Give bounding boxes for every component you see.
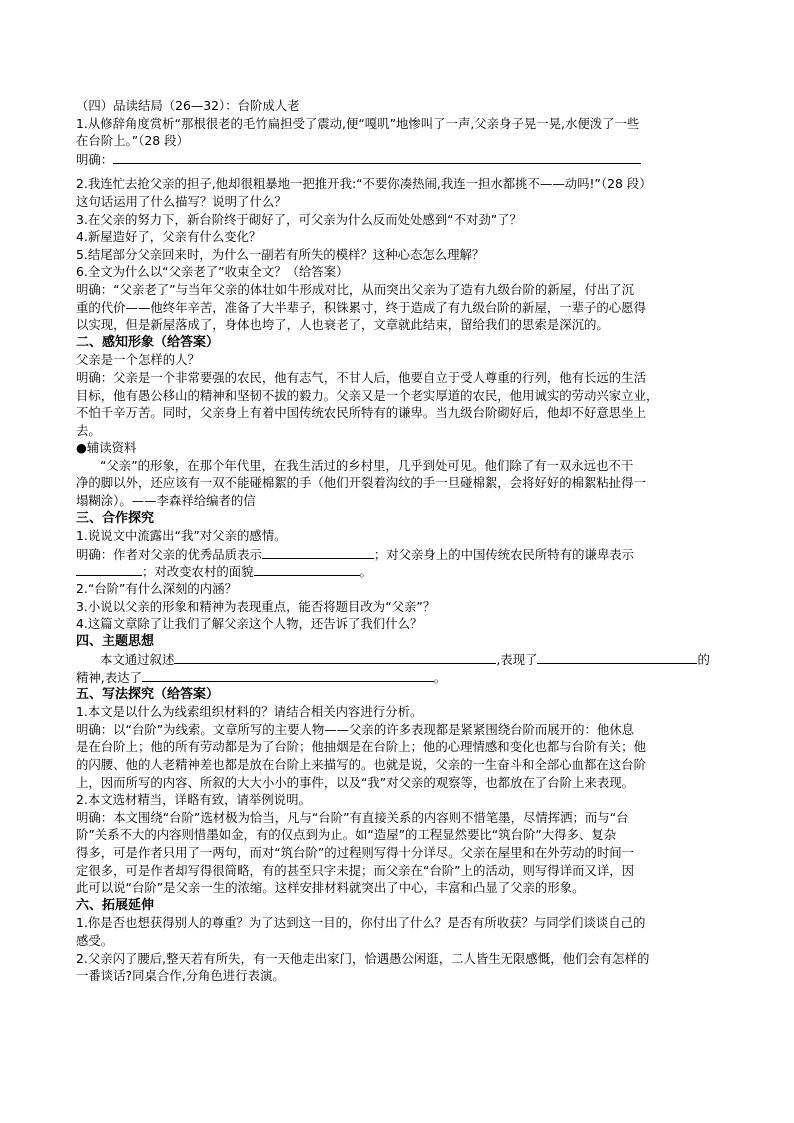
- text-line: [76, 844, 726, 862]
- answer-blank[interactable]: [174, 650, 496, 664]
- line-text: 一番谈话?同桌合作,分角色进行表演。: [76, 968, 285, 984]
- text-line: [76, 97, 726, 115]
- text-line: [76, 474, 726, 492]
- text-line: [76, 774, 726, 792]
- text-line: [76, 738, 726, 756]
- line-text: 定很多，可是作者却写得很简略，有的甚至只字未提；而父亲在“台阶”上的活动，则写得详而又详，因: [76, 862, 635, 878]
- text-line: [76, 967, 726, 985]
- line-text: 1.说说文中流露出“我”对父亲的感情。: [76, 528, 287, 544]
- line-text: 本文通过叙述: [100, 652, 175, 668]
- text-line: [76, 950, 726, 968]
- answer-blank[interactable]: [254, 562, 360, 576]
- line-text: 2.父亲闪了腰后,整天若有所失，有一天他走出家门，恰遇愚公闲逛，二人皆生无限感慨，他们会有怎样的: [76, 950, 650, 966]
- text-line: [76, 650, 726, 668]
- line-text: 4.这篇文章除了让我们了解父亲这个人物，还告诉了我们什么？: [76, 616, 423, 632]
- line-text: 三、合作探究: [76, 510, 155, 526]
- line-text: 四、主题思想: [76, 633, 155, 649]
- line-text: ,表现了: [496, 652, 538, 668]
- text-line: [76, 879, 726, 897]
- section-heading: [76, 633, 726, 651]
- text-line: [76, 175, 726, 193]
- text-line: [76, 193, 726, 211]
- text-line: [76, 809, 726, 827]
- text-line: [76, 562, 726, 580]
- text-line: [76, 756, 726, 774]
- text-line: [76, 132, 726, 150]
- text-line: [76, 668, 726, 686]
- line-text: 明确：本文围绕“台阶”选材极为恰当，凡与“台阶”有直接关系的内容则不惜笔墨，尽情挥洒；而与“台: [76, 809, 629, 825]
- line-text: 以实现，但是新屋落成了，身体也垮了，人也衰老了，文章就此结束，留给我们的思索是深沉的。: [76, 317, 609, 333]
- line-text: 不怕千辛万苦。同时，父亲身上有着中国传统农民所特有的谦卑。当九级台阶砌好后，他却不好意思坐上: [76, 405, 646, 421]
- line-text: （四）品读结局（26—32）：台阶成人老: [76, 98, 300, 113]
- line-text: 五、写法探究（给答案）: [76, 686, 220, 702]
- line-text: 5.结尾部分父亲回来时，为什么一副若有所失的模样？这种心态怎么理解？: [76, 246, 485, 262]
- text-line: [76, 721, 726, 739]
- text-line: [76, 527, 726, 545]
- line-text: 。: [433, 670, 447, 685]
- spacer: [76, 167, 726, 175]
- text-line: [76, 826, 726, 844]
- text-line: [76, 150, 726, 168]
- text-line: [76, 422, 726, 440]
- text-line: [76, 115, 726, 133]
- line-text: 的: [697, 652, 710, 668]
- text-line: [76, 351, 726, 369]
- line-text: 重的代价——他终年辛苦，准备了大半辈子，积铢累寸，终于造成了有九级台阶的新屋，一辈子的心愿得: [76, 299, 646, 315]
- line-text: 6.全文为什么以“父亲老了”收束全文？（给答案）: [76, 264, 349, 280]
- text-line: [76, 545, 726, 563]
- line-text: 明确：以“台阶”为线索。文章所写的主要人物——父亲的许多表现都是紧紧围绕台阶而展开的：他休息: [76, 721, 635, 737]
- line-text: ；对父亲身上的中国传统农民所特有的谦卑表示: [373, 546, 635, 562]
- text-line: [76, 281, 726, 299]
- line-text: ●辅读资料: [76, 440, 137, 456]
- line-text: 去。: [76, 422, 101, 438]
- line-text: 精神,表达了: [76, 670, 142, 685]
- text-line: [76, 598, 726, 616]
- text-line: [76, 369, 726, 387]
- line-text: 在台阶上。”（28 段）: [76, 133, 189, 149]
- line-text: 2.我连忙去抢父亲的担子,他却很粗暴地一把推开我:“不要你凑热闹,我连一担水都挑不——动吗!”（28 段）: [76, 176, 652, 192]
- text-line: [76, 246, 726, 264]
- line-text: 明确：: [76, 151, 114, 167]
- text-line: [76, 316, 726, 334]
- line-text: 明确：“父亲老了”与当年父亲的体壮如牛形成对比，从而突出父亲为了造有九级台阶的新屋，付出了沉: [76, 281, 635, 297]
- line-text: 1.本文是以什么为线索组织材料的？请结合相关内容进行分析。: [76, 704, 423, 720]
- text-line: [76, 457, 726, 475]
- text-line: [76, 211, 726, 229]
- text-line: [76, 703, 726, 721]
- line-text: 2.本文选材精当，详略有致，请举例说明。: [76, 792, 311, 808]
- section-heading: [76, 510, 726, 528]
- text-line: [76, 791, 726, 809]
- line-text: 。: [359, 564, 372, 580]
- text-line: [76, 439, 726, 457]
- line-text: 是在台阶上；他的所有劳动都是为了台阶；他抽烟是在台阶上；他的心理情感和变化也都与台阶有关；他: [76, 739, 646, 755]
- text-line: [76, 263, 726, 281]
- line-text: 这句话运用了什么描写？说明了什么？: [76, 193, 287, 209]
- text-line: [76, 387, 726, 405]
- line-text: 二、感知形象（给答案）: [76, 334, 220, 350]
- line-text: 明确：作者对父亲的优秀品质表示: [76, 546, 262, 562]
- text-line: [76, 932, 726, 950]
- line-text: 上，因而所写的内容、所叙的大大小小的事件，以及“我”对父亲的观察等，也都放在了台阶上来表现。: [76, 774, 635, 790]
- section-heading: [76, 686, 726, 704]
- answer-blank[interactable]: [142, 668, 434, 682]
- text-line: [76, 914, 726, 932]
- text-line: [76, 492, 726, 510]
- line-text: 净的脚以外，还应该有一双不能碰棉絮的手（他们开裂着沟纹的手一旦碰棉絮，会将好好的棉絮粘扯得一: [76, 475, 646, 491]
- line-text: “父亲”的形象，在那个年代里，在我生活过的乡村里，几乎到处可见。他们除了有一双永远也不干: [100, 457, 634, 473]
- line-text: 感受。: [76, 932, 114, 948]
- line-text: 得多，可是作者只用了一两句，而对“筑台阶”的过程则写得十分详尽。父亲在屋里和在外劳动的时间一: [76, 844, 635, 860]
- line-text: ；对改变农村的面貌: [142, 564, 254, 580]
- text-line: [76, 615, 726, 633]
- text-line: [76, 228, 726, 246]
- line-text: 明确：父亲是一个非常要强的农民，他有志气，不甘人后，他要自立于受人尊重的行列，他有长远的生活: [76, 369, 646, 385]
- answer-blank[interactable]: [113, 150, 641, 164]
- line-text: 2.“台阶”有什么深刻的内涵？: [76, 581, 237, 597]
- line-text: 的闪腰、他的人老精神差也都是放在台阶上来描写的。也就是说，父亲的一生奋斗和全部心血都在这台阶: [76, 756, 646, 772]
- answer-blank[interactable]: [76, 562, 142, 576]
- line-text: 目标，他有愚公移山的精神和坚韧不拔的毅力。父亲又是一个老实厚道的农民，他用诚实的劳动兴家立业，: [76, 387, 659, 403]
- line-text: 4.新屋造好了，父亲有什么变化？: [76, 229, 262, 245]
- line-text: 六、拓展延伸: [76, 897, 155, 913]
- line-text: 1.你是否也想获得别人的尊重？为了达到这一目的，你付出了什么？是否有所收获？与同学们谈谈自己的: [76, 915, 646, 931]
- line-text: 阶”关系不大的内容则惜墨如金，有的仅点到为止。如“造屋”的工程显然要比“筑台阶”大得多、复杂: [76, 827, 617, 843]
- line-text: 3.在父亲的努力下，新台阶终于砌好了，可父亲为什么反而处处感到“不对劲”了？: [76, 211, 522, 227]
- document-body: [76, 97, 726, 985]
- text-line: [76, 580, 726, 598]
- answer-blank[interactable]: [262, 545, 374, 559]
- section-heading: [76, 334, 726, 352]
- line-text: 3.小说以父亲的形象和精神为表现重点，能否将题目改为“父亲”？: [76, 598, 436, 614]
- line-text: 1.从修辞角度赏析“那根很老的毛竹扁担受了震动,便“嘎叽”地惨叫了一声,父亲身子晃一晃,水便泼了一些: [76, 115, 640, 131]
- line-text: 塌糊涂）。——李森祥给编者的信: [76, 493, 256, 509]
- text-line: [76, 299, 726, 317]
- line-text: 父亲是一个怎样的人？: [76, 352, 200, 368]
- answer-blank[interactable]: [537, 650, 697, 664]
- text-line: [76, 404, 726, 422]
- text-line: [76, 862, 726, 880]
- section-heading: [76, 897, 726, 915]
- line-text: 此可以说“台阶”是父亲一生的浓缩。这样安排材料就突出了中心，丰富和凸显了父亲的形象。: [76, 880, 585, 896]
